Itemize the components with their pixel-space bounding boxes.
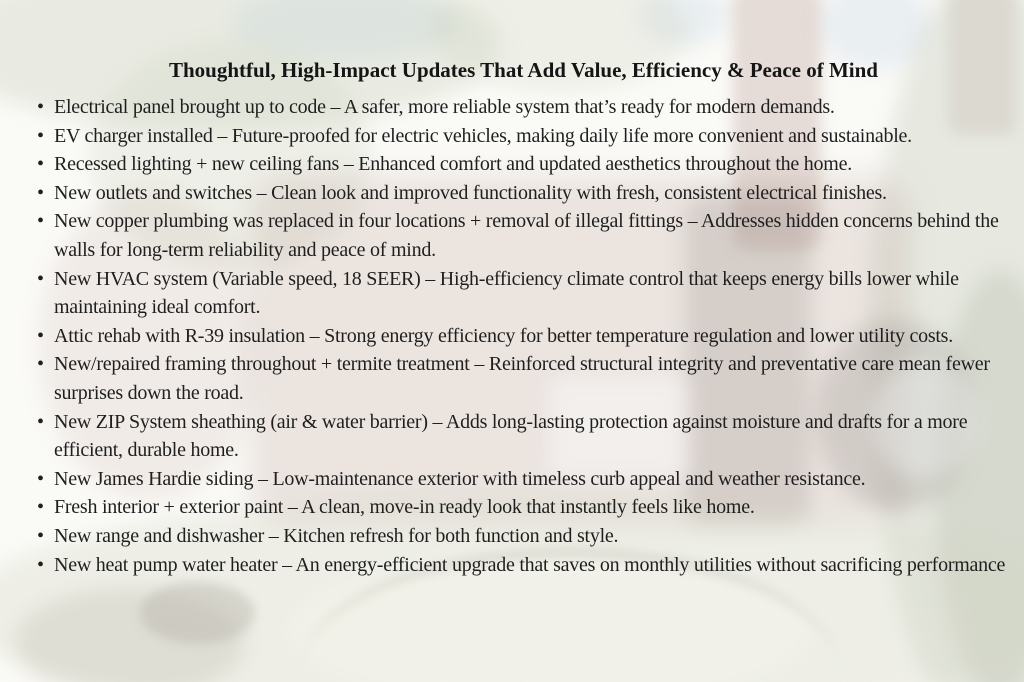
update-item-text: Fresh interior + exterior paint – A clean, move-in ready look that instantly feels like home. [54,496,755,519]
update-item-text: EV charger installed – Future-proofed for electric vehicles, making daily life more convenient and sustainable. [54,124,912,147]
update-item-text: New range and dishwasher – Kitchen refresh for both function and style. [54,524,619,547]
update-item-text: Electrical panel brought up to code – A safer, more reliable system that’s ready for modern demands. [54,96,835,118]
update-item [37,207,1010,264]
update-item-text: Attic rehab with R-39 insulation – Strong energy efficiency for better temperature regulation and lower utility costs. [54,324,953,347]
bullet-icon: • [37,496,44,519]
update-item [37,179,1010,208]
update-item-text: New HVAC system (Variable speed, 18 SEER) – High-efficiency climate control that keeps energy bills lower while maintaining ideal comfort. [54,267,959,319]
update-item-text: New/repaired framing throughout + termite treatment – Reinforced structural integrity and preventative care mean fewer surprises down the road. [54,353,990,404]
bullet-icon: • [37,210,44,233]
update-item [37,551,1010,580]
update-item [37,350,1010,407]
update-item [37,493,1010,522]
update-item [37,522,1010,551]
bullet-icon: • [37,324,44,347]
bullet-icon: • [37,153,44,176]
bullet-icon: • [37,124,44,147]
update-item-text: New James Hardie siding – Low-maintenance exterior with timeless curb appeal and weather resistance. [54,467,866,490]
update-item-text: New heat pump water heater – An energy-efficient upgrade that saves on monthly utilities without sacrificing performance [54,553,1006,576]
bullet-icon: • [37,353,44,376]
overlay-title: Thoughtful, High-Impact Updates That Add Value, Efficiency & Peace of Mind [168,58,878,82]
update-item [37,408,1010,465]
update-item [37,150,1010,179]
bullet-icon: • [37,267,44,290]
bullet-icon: • [37,96,44,118]
bullet-icon: • [37,467,44,490]
bullet-icon: • [37,181,44,204]
update-item [37,93,1010,122]
bullet-icon: • [37,524,44,547]
bullet-icon: • [37,410,44,433]
update-item [37,122,1010,151]
update-item [37,322,1010,351]
bullet-icon: • [37,553,44,576]
updates-list [37,93,1010,579]
update-item-text: New ZIP System sheathing (air & water barrier) – Adds long-lasting protection against moisture and drafts for a more efficient, durable home. [54,410,968,462]
update-item-text: New outlets and switches – Clean look and improved functionality with fresh, consistent electrical finishes. [54,181,887,204]
update-item [37,465,1010,494]
update-item [37,265,1010,322]
update-item-text: New copper plumbing was replaced in four locations + removal of illegal fittings – Addresses hidden concerns behind the walls for long-term reliability and peace of mind. [54,210,999,261]
update-item-text: Recessed lighting + new ceiling fans – Enhanced comfort and updated aesthetics throughout the home. [54,153,852,176]
